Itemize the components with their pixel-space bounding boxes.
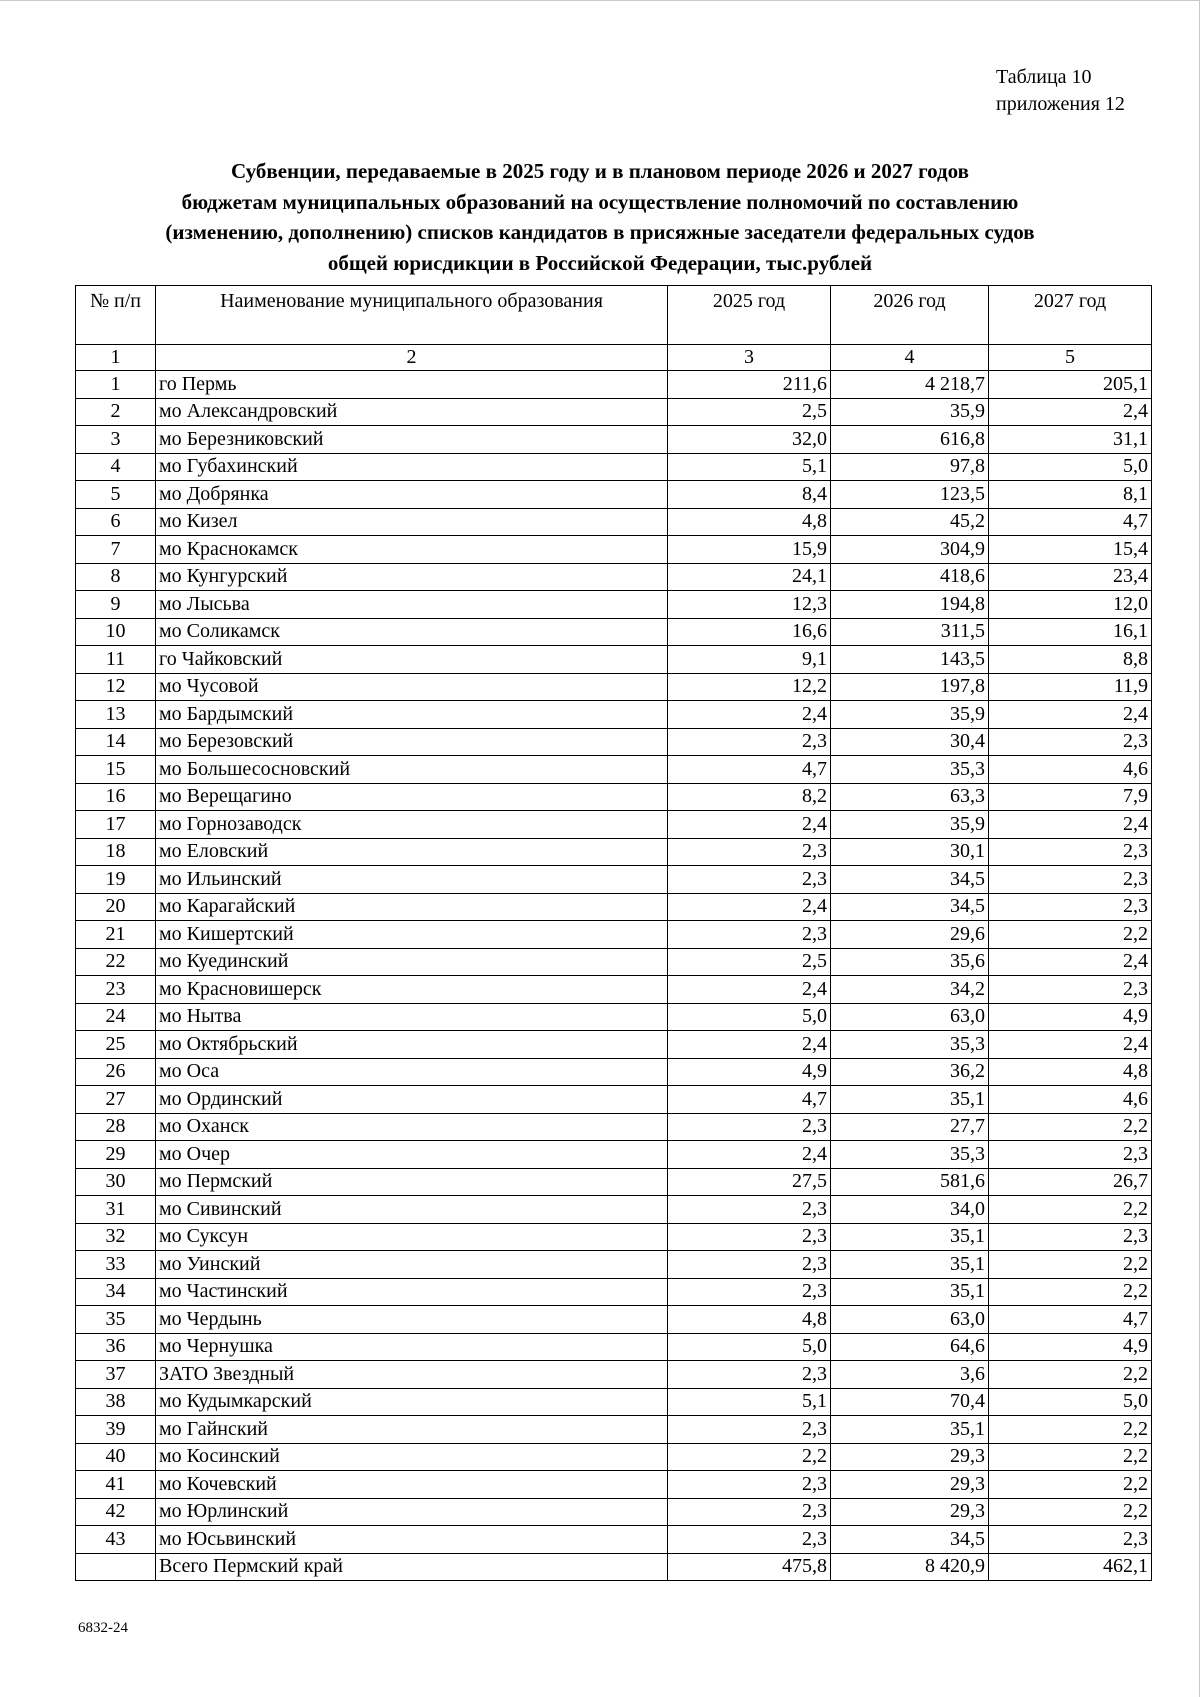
value-2026: 311,5 bbox=[831, 618, 989, 646]
value-2025: 2,3 bbox=[668, 1223, 831, 1251]
value-2025: 8,4 bbox=[668, 481, 831, 509]
municipality-name: мо Еловский bbox=[156, 838, 668, 866]
municipality-name: мо Юсьвинский bbox=[156, 1526, 668, 1554]
value-2025: 24,1 bbox=[668, 563, 831, 591]
value-2026: 30,1 bbox=[831, 838, 989, 866]
row-number: 11 bbox=[76, 646, 156, 674]
table-row bbox=[76, 1003, 1152, 1031]
value-2027: 4,9 bbox=[989, 1333, 1152, 1361]
row-number: 19 bbox=[76, 866, 156, 894]
value-2025: 12,3 bbox=[668, 591, 831, 619]
header-num: № п/п bbox=[76, 286, 156, 345]
municipality-name: мо Суксун bbox=[156, 1223, 668, 1251]
value-2027: 2,2 bbox=[989, 1278, 1152, 1306]
value-2026: 34,5 bbox=[831, 866, 989, 894]
table-row bbox=[76, 1058, 1152, 1086]
colnum-1: 1 bbox=[76, 345, 156, 371]
row-number: 13 bbox=[76, 701, 156, 729]
municipality-name: мо Сивинский bbox=[156, 1196, 668, 1224]
value-2026: 194,8 bbox=[831, 591, 989, 619]
row-number: 37 bbox=[76, 1361, 156, 1389]
row-number: 41 bbox=[76, 1471, 156, 1499]
value-2025: 2,3 bbox=[668, 1251, 831, 1279]
row-number: 6 bbox=[76, 508, 156, 536]
value-2025: 5,1 bbox=[668, 453, 831, 481]
row-number: 25 bbox=[76, 1031, 156, 1059]
colnum-5: 5 bbox=[989, 345, 1152, 371]
municipality-name: мо Кочевский bbox=[156, 1471, 668, 1499]
value-2025: 2,3 bbox=[668, 1471, 831, 1499]
value-2027: 11,9 bbox=[989, 673, 1152, 701]
municipality-name: мо Куединский bbox=[156, 948, 668, 976]
row-number: 28 bbox=[76, 1113, 156, 1141]
table-row bbox=[76, 673, 1152, 701]
municipality-name: мо Березовский bbox=[156, 728, 668, 756]
value-2025: 2,3 bbox=[668, 921, 831, 949]
value-2025: 16,6 bbox=[668, 618, 831, 646]
value-2026: 34,0 bbox=[831, 1196, 989, 1224]
title-line1: Субвенции, передаваемые в 2025 году и в плановом периоде 2026 и 2027 годов bbox=[231, 159, 969, 183]
value-2026: 29,3 bbox=[831, 1498, 989, 1526]
municipality-name: мо Карагайский bbox=[156, 893, 668, 921]
value-2025: 2,3 bbox=[668, 838, 831, 866]
table-row bbox=[76, 1141, 1152, 1169]
value-2027: 2,4 bbox=[989, 1031, 1152, 1059]
value-2026: 35,1 bbox=[831, 1086, 989, 1114]
row-number: 39 bbox=[76, 1416, 156, 1444]
value-2027: 7,9 bbox=[989, 783, 1152, 811]
value-2025: 2,4 bbox=[668, 811, 831, 839]
table-row bbox=[76, 591, 1152, 619]
row-number: 43 bbox=[76, 1526, 156, 1554]
value-2026: 29,6 bbox=[831, 921, 989, 949]
municipality-name: мо Гайнский bbox=[156, 1416, 668, 1444]
table-row bbox=[76, 948, 1152, 976]
municipality-name: мо Ординский bbox=[156, 1086, 668, 1114]
table-row bbox=[76, 1251, 1152, 1279]
value-2027: 2,2 bbox=[989, 1416, 1152, 1444]
table-row bbox=[76, 1416, 1152, 1444]
value-2027: 26,7 bbox=[989, 1168, 1152, 1196]
table-row bbox=[76, 1526, 1152, 1554]
value-2026: 35,9 bbox=[831, 701, 989, 729]
value-2027: 4,6 bbox=[989, 1086, 1152, 1114]
value-2026: 45,2 bbox=[831, 508, 989, 536]
value-2027: 2,3 bbox=[989, 893, 1152, 921]
value-2025: 27,5 bbox=[668, 1168, 831, 1196]
value-2027: 462,1 bbox=[989, 1553, 1152, 1581]
value-2026: 4 218,7 bbox=[831, 371, 989, 399]
table-row bbox=[76, 398, 1152, 426]
value-2027: 2,4 bbox=[989, 811, 1152, 839]
row-number: 31 bbox=[76, 1196, 156, 1224]
row-number: 40 bbox=[76, 1443, 156, 1471]
document-title bbox=[100, 156, 1100, 278]
value-2026: 63,0 bbox=[831, 1306, 989, 1334]
row-number: 17 bbox=[76, 811, 156, 839]
title-line2: бюджетам муниципальных образований на осуществление полномочий по составлению bbox=[181, 189, 1019, 214]
table-ref-line1: Таблица 10 bbox=[996, 66, 1092, 88]
value-2027: 5,0 bbox=[989, 1388, 1152, 1416]
value-2027: 23,4 bbox=[989, 563, 1152, 591]
value-2026: 30,4 bbox=[831, 728, 989, 756]
value-2027: 12,0 bbox=[989, 591, 1152, 619]
value-2025: 2,4 bbox=[668, 701, 831, 729]
table-row bbox=[76, 1086, 1152, 1114]
row-number bbox=[76, 1553, 156, 1581]
table-header-row bbox=[76, 286, 1152, 345]
value-2026: 35,1 bbox=[831, 1251, 989, 1279]
header-2025: 2025 год bbox=[668, 286, 831, 345]
value-2025: 5,0 bbox=[668, 1333, 831, 1361]
value-2026: 616,8 bbox=[831, 426, 989, 454]
total-row bbox=[76, 1553, 1152, 1581]
municipality-name: мо Ильинский bbox=[156, 866, 668, 894]
value-2027: 31,1 bbox=[989, 426, 1152, 454]
value-2025: 2,4 bbox=[668, 1141, 831, 1169]
row-number: 2 bbox=[76, 398, 156, 426]
column-number-row bbox=[76, 345, 1152, 371]
value-2027: 2,3 bbox=[989, 976, 1152, 1004]
page-edge-top bbox=[0, 0, 1200, 1]
table-row bbox=[76, 756, 1152, 784]
value-2027: 2,2 bbox=[989, 1251, 1152, 1279]
table-row bbox=[76, 1443, 1152, 1471]
table-row bbox=[76, 371, 1152, 399]
municipality-name: мо Краснокамск bbox=[156, 536, 668, 564]
value-2026: 35,3 bbox=[831, 756, 989, 784]
value-2026: 34,2 bbox=[831, 976, 989, 1004]
value-2025: 2,3 bbox=[668, 1278, 831, 1306]
row-number: 27 bbox=[76, 1086, 156, 1114]
table-row bbox=[76, 893, 1152, 921]
row-number: 34 bbox=[76, 1278, 156, 1306]
value-2027: 2,2 bbox=[989, 1113, 1152, 1141]
row-number: 20 bbox=[76, 893, 156, 921]
municipality-name: мо Юрлинский bbox=[156, 1498, 668, 1526]
value-2027: 4,7 bbox=[989, 508, 1152, 536]
municipality-name: мо Чердынь bbox=[156, 1306, 668, 1334]
municipality-name: мо Частинский bbox=[156, 1278, 668, 1306]
value-2025: 32,0 bbox=[668, 426, 831, 454]
value-2027: 16,1 bbox=[989, 618, 1152, 646]
value-2027: 2,2 bbox=[989, 1361, 1152, 1389]
value-2027: 5,0 bbox=[989, 453, 1152, 481]
value-2026: 35,1 bbox=[831, 1416, 989, 1444]
table-row bbox=[76, 1278, 1152, 1306]
row-number: 35 bbox=[76, 1306, 156, 1334]
municipality-name: Всего Пермский край bbox=[156, 1553, 668, 1581]
value-2025: 4,8 bbox=[668, 508, 831, 536]
municipality-name: го Пермь bbox=[156, 371, 668, 399]
table-row bbox=[76, 1031, 1152, 1059]
municipality-name: мо Кизел bbox=[156, 508, 668, 536]
table-row bbox=[76, 453, 1152, 481]
value-2026: 29,3 bbox=[831, 1471, 989, 1499]
value-2027: 2,3 bbox=[989, 838, 1152, 866]
value-2027: 2,4 bbox=[989, 701, 1152, 729]
row-number: 15 bbox=[76, 756, 156, 784]
municipality-name: мо Очер bbox=[156, 1141, 668, 1169]
municipality-name: мо Горнозаводск bbox=[156, 811, 668, 839]
row-number: 5 bbox=[76, 481, 156, 509]
table-row bbox=[76, 1388, 1152, 1416]
table-reference bbox=[996, 64, 1125, 118]
value-2026: 3,6 bbox=[831, 1361, 989, 1389]
value-2027: 2,3 bbox=[989, 866, 1152, 894]
municipality-name: мо Пермский bbox=[156, 1168, 668, 1196]
title-line3: (изменению, дополнению) списков кандидатов в присяжные заседатели федеральных судов bbox=[165, 220, 1035, 244]
municipality-name: мо Оханск bbox=[156, 1113, 668, 1141]
municipality-name: мо Лысьва bbox=[156, 591, 668, 619]
value-2025: 2,3 bbox=[668, 866, 831, 894]
value-2026: 35,6 bbox=[831, 948, 989, 976]
header-name: Наименование муниципального образования bbox=[156, 286, 668, 345]
value-2026: 63,0 bbox=[831, 1003, 989, 1031]
row-number: 24 bbox=[76, 1003, 156, 1031]
municipality-name: мо Губахинский bbox=[156, 453, 668, 481]
value-2025: 4,8 bbox=[668, 1306, 831, 1334]
municipality-name: мо Нытва bbox=[156, 1003, 668, 1031]
municipality-name: мо Уинский bbox=[156, 1251, 668, 1279]
table-row bbox=[76, 783, 1152, 811]
table-row bbox=[76, 508, 1152, 536]
value-2025: 2,5 bbox=[668, 948, 831, 976]
value-2026: 8 420,9 bbox=[831, 1553, 989, 1581]
row-number: 22 bbox=[76, 948, 156, 976]
value-2027: 4,8 bbox=[989, 1058, 1152, 1086]
value-2026: 304,9 bbox=[831, 536, 989, 564]
value-2025: 2,2 bbox=[668, 1443, 831, 1471]
value-2025: 2,3 bbox=[668, 1526, 831, 1554]
value-2025: 9,1 bbox=[668, 646, 831, 674]
value-2025: 2,4 bbox=[668, 976, 831, 1004]
value-2027: 2,2 bbox=[989, 921, 1152, 949]
table-row bbox=[76, 701, 1152, 729]
value-2027: 2,4 bbox=[989, 398, 1152, 426]
municipality-name: мо Добрянка bbox=[156, 481, 668, 509]
table-row bbox=[76, 1498, 1152, 1526]
colnum-4: 4 bbox=[831, 345, 989, 371]
row-number: 9 bbox=[76, 591, 156, 619]
value-2025: 4,7 bbox=[668, 1086, 831, 1114]
value-2026: 36,2 bbox=[831, 1058, 989, 1086]
value-2027: 2,3 bbox=[989, 1141, 1152, 1169]
row-number: 23 bbox=[76, 976, 156, 1004]
row-number: 3 bbox=[76, 426, 156, 454]
table-row bbox=[76, 1471, 1152, 1499]
row-number: 12 bbox=[76, 673, 156, 701]
row-number: 16 bbox=[76, 783, 156, 811]
value-2025: 12,2 bbox=[668, 673, 831, 701]
municipality-name: мо Березниковский bbox=[156, 426, 668, 454]
municipality-name: мо Кунгурский bbox=[156, 563, 668, 591]
subventions-table bbox=[75, 285, 1152, 1581]
value-2025: 475,8 bbox=[668, 1553, 831, 1581]
value-2025: 4,7 bbox=[668, 756, 831, 784]
document-code: 6832-24 bbox=[78, 1620, 128, 1636]
title-line4: общей юрисдикции в Российской Федерации, тыс.рублей bbox=[327, 250, 873, 275]
value-2027: 2,2 bbox=[989, 1498, 1152, 1526]
municipality-name: мо Октябрьский bbox=[156, 1031, 668, 1059]
value-2025: 211,6 bbox=[668, 371, 831, 399]
table-ref-line2: приложения 12 bbox=[996, 93, 1125, 115]
value-2025: 2,3 bbox=[668, 1196, 831, 1224]
value-2026: 35,1 bbox=[831, 1223, 989, 1251]
row-number: 18 bbox=[76, 838, 156, 866]
value-2027: 2,3 bbox=[989, 1223, 1152, 1251]
value-2026: 64,6 bbox=[831, 1333, 989, 1361]
table-row bbox=[76, 481, 1152, 509]
value-2025: 2,4 bbox=[668, 1031, 831, 1059]
table-row bbox=[76, 536, 1152, 564]
value-2025: 15,9 bbox=[668, 536, 831, 564]
table-row bbox=[76, 1361, 1152, 1389]
value-2027: 2,2 bbox=[989, 1471, 1152, 1499]
value-2027: 8,1 bbox=[989, 481, 1152, 509]
value-2025: 2,3 bbox=[668, 1361, 831, 1389]
table-row bbox=[76, 1306, 1152, 1334]
municipality-name: мо Соликамск bbox=[156, 618, 668, 646]
table-row bbox=[76, 728, 1152, 756]
row-number: 4 bbox=[76, 453, 156, 481]
row-number: 29 bbox=[76, 1141, 156, 1169]
value-2026: 29,3 bbox=[831, 1443, 989, 1471]
municipality-name: ЗАТО Звездный bbox=[156, 1361, 668, 1389]
value-2026: 35,1 bbox=[831, 1278, 989, 1306]
table-row bbox=[76, 976, 1152, 1004]
table-row bbox=[76, 426, 1152, 454]
value-2027: 2,3 bbox=[989, 728, 1152, 756]
value-2026: 418,6 bbox=[831, 563, 989, 591]
row-number: 32 bbox=[76, 1223, 156, 1251]
row-number: 42 bbox=[76, 1498, 156, 1526]
value-2025: 5,0 bbox=[668, 1003, 831, 1031]
municipality-name: мо Александровский bbox=[156, 398, 668, 426]
value-2025: 4,9 bbox=[668, 1058, 831, 1086]
header-2027: 2027 год bbox=[989, 286, 1152, 345]
table-row bbox=[76, 1113, 1152, 1141]
row-number: 38 bbox=[76, 1388, 156, 1416]
value-2027: 4,7 bbox=[989, 1306, 1152, 1334]
municipality-name: го Чайковский bbox=[156, 646, 668, 674]
value-2026: 35,9 bbox=[831, 811, 989, 839]
value-2025: 2,3 bbox=[668, 1498, 831, 1526]
value-2027: 205,1 bbox=[989, 371, 1152, 399]
table-row bbox=[76, 1223, 1152, 1251]
value-2025: 2,3 bbox=[668, 1113, 831, 1141]
value-2026: 34,5 bbox=[831, 893, 989, 921]
row-number: 36 bbox=[76, 1333, 156, 1361]
row-number: 7 bbox=[76, 536, 156, 564]
table-row bbox=[76, 921, 1152, 949]
value-2026: 123,5 bbox=[831, 481, 989, 509]
value-2025: 2,4 bbox=[668, 893, 831, 921]
table-row bbox=[76, 618, 1152, 646]
table-row bbox=[76, 866, 1152, 894]
value-2027: 2,4 bbox=[989, 948, 1152, 976]
value-2025: 8,2 bbox=[668, 783, 831, 811]
value-2026: 70,4 bbox=[831, 1388, 989, 1416]
value-2026: 197,8 bbox=[831, 673, 989, 701]
table-row bbox=[76, 646, 1152, 674]
municipality-name: мо Верещагино bbox=[156, 783, 668, 811]
row-number: 10 bbox=[76, 618, 156, 646]
value-2027: 15,4 bbox=[989, 536, 1152, 564]
value-2027: 2,2 bbox=[989, 1196, 1152, 1224]
value-2027: 2,2 bbox=[989, 1443, 1152, 1471]
row-number: 30 bbox=[76, 1168, 156, 1196]
municipality-name: мо Косинский bbox=[156, 1443, 668, 1471]
municipality-name: мо Чусовой bbox=[156, 673, 668, 701]
municipality-name: мо Большесосновский bbox=[156, 756, 668, 784]
municipality-name: мо Бардымский bbox=[156, 701, 668, 729]
value-2027: 4,9 bbox=[989, 1003, 1152, 1031]
row-number: 8 bbox=[76, 563, 156, 591]
value-2026: 27,7 bbox=[831, 1113, 989, 1141]
value-2026: 35,9 bbox=[831, 398, 989, 426]
value-2027: 2,3 bbox=[989, 1526, 1152, 1554]
value-2026: 35,3 bbox=[831, 1031, 989, 1059]
value-2026: 143,5 bbox=[831, 646, 989, 674]
municipality-name: мо Кудымкарский bbox=[156, 1388, 668, 1416]
value-2025: 2,5 bbox=[668, 398, 831, 426]
colnum-3: 3 bbox=[668, 345, 831, 371]
value-2026: 97,8 bbox=[831, 453, 989, 481]
value-2026: 34,5 bbox=[831, 1526, 989, 1554]
table-row bbox=[76, 563, 1152, 591]
table-row bbox=[76, 1168, 1152, 1196]
municipality-name: мо Оса bbox=[156, 1058, 668, 1086]
value-2027: 8,8 bbox=[989, 646, 1152, 674]
value-2026: 35,3 bbox=[831, 1141, 989, 1169]
table-row bbox=[76, 1333, 1152, 1361]
value-2025: 2,3 bbox=[668, 728, 831, 756]
table-row bbox=[76, 838, 1152, 866]
value-2027: 4,6 bbox=[989, 756, 1152, 784]
value-2025: 5,1 bbox=[668, 1388, 831, 1416]
value-2026: 63,3 bbox=[831, 783, 989, 811]
municipality-name: мо Красновишерск bbox=[156, 976, 668, 1004]
colnum-2: 2 bbox=[156, 345, 668, 371]
value-2025: 2,3 bbox=[668, 1416, 831, 1444]
row-number: 1 bbox=[76, 371, 156, 399]
table-row bbox=[76, 1196, 1152, 1224]
row-number: 26 bbox=[76, 1058, 156, 1086]
table-row bbox=[76, 811, 1152, 839]
municipality-name: мо Кишертский bbox=[156, 921, 668, 949]
municipality-name: мо Чернушка bbox=[156, 1333, 668, 1361]
row-number: 33 bbox=[76, 1251, 156, 1279]
row-number: 14 bbox=[76, 728, 156, 756]
row-number: 21 bbox=[76, 921, 156, 949]
value-2026: 581,6 bbox=[831, 1168, 989, 1196]
header-2026: 2026 год bbox=[831, 286, 989, 345]
